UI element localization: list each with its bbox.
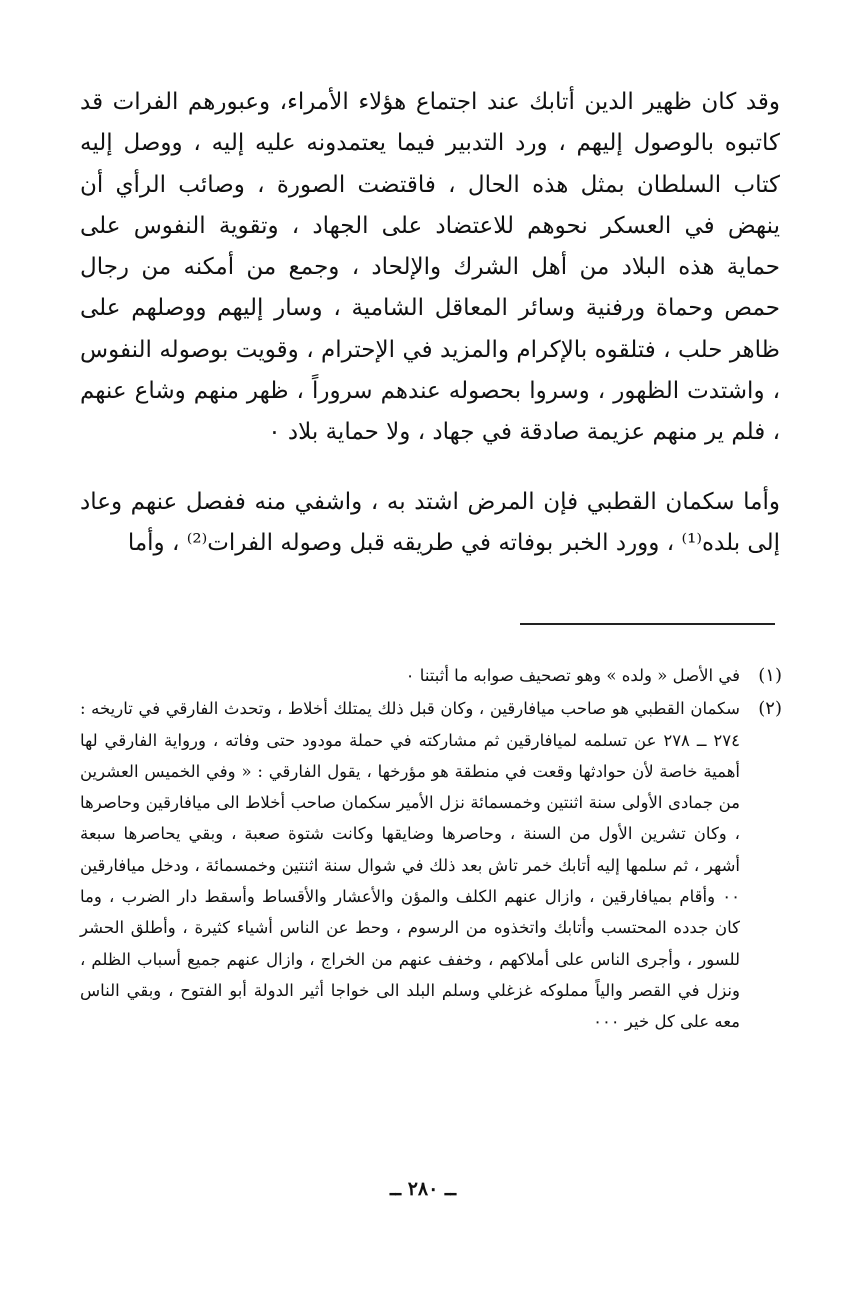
main-text-block <box>80 82 780 564</box>
page-number: ــ ٢٨٠ ــ <box>389 1178 457 1200</box>
footnote-number: (١) <box>758 665 782 686</box>
body-paragraph-1: وقد كان ظهير الدين أتابك عند اجتماع هؤلاء الأمراء، وعبورهم الفرات قد كاتبوه بالوصول إليهم ، ورد التدبير فيما يعتمدونه عليه إليه ، ووصل إليه كتاب السلطان بمثل هذه الحال ، فاقتضت الصورة ، وصائب الرأي أن ينهض في العسكر نحوهم للاعتضاد على الجهاد ، وتقوية النفوس على حماية هذه البلاد من أهل الشرك والإلحاد ، وجمع من أمكنه من رجال حمص وحماة ورفنية وسائر المعاقل الشامية ، وسار إليهم ووصلهم على ظاهر حلب ، فتلقوه بالإكرام والمزيد في الإحترام ، وقويت بوصوله النفوس ، واشتدت الظهور ، وسروا بحصوله عندهم سروراً ، ظهر منهم وشاع عنهم ، فلم ير منهم عزيمة صادقة في جهاد ، ولا حماية بلاد ٠ <box>80 89 780 446</box>
body-paragraph-2: وأما سكمان القطبي فإن المرض اشتد به ، واشفي منه ففصل عنهم وعاد إلى بلده⁽¹⁾ ، وورد الخبر بوفاته في طريقه قبل وصوله الفرات⁽²⁾ ، وأما <box>80 488 780 556</box>
footnotes-block <box>80 660 782 1038</box>
footnote-divider <box>520 623 775 625</box>
footnote-text: في الأصل « ولده » وهو تصحيف صوابه ما أثبتنا ٠ <box>405 666 740 685</box>
footnote-2 <box>80 693 782 1037</box>
footnote-number: (٢) <box>758 698 782 720</box>
footnote-1 <box>80 660 782 691</box>
footnote-text: سكمان القطبي هو صاحب ميافارقين ، وكان قبل ذلك يمتلك أخلاط ، وتحدث الفارقي في تاريخه : ٢٧٤ ــ ٢٧٨ عن تسلمه لميافارقين ثم مشاركته في حملة مودود حتى وفاته ، ورواية الفارقي لها أهمية خاصة لأن حوادثها وقعت في منطقة هو مؤرخها ، يقول الفارقي : « وفي الخميس العشرين من جمادى الأولى سنة اثنتين وخمسمائة نزل الأمير سكمان صاحب أخلاط الى ميافارقين وحاصرها ، وكان تشرين الأول من السنة ، وحاصرها وضايقها وكانت شتوة صعبة ، وبقي يحاصرها سبعة أشهر ، ثم سلمها إليه أتابك خمر تاش بعد ذلك في شوال سنة اثنتين وخمسمائة ، ودخل ميافارقين ٠٠ وأقام بميافارقين ، وازال عنهم الكلف والمؤن والأعشار والأقساط وأسقط دار الضرب ، وما كان جدده المحتسب وأتابك واتخذوه من الرسوم ، وحط عن الناس أشياء كثيرة ، وأطلق الحشر للسور ، وأجرى الناس على أملاكهم ، وخفف عنهم من الخراج ، وازال عنهم جميع أسباب الظلم ، ونزل في القصر والياً مملوكه غزغلي وسلم البلد الى خواجا أثير الدولة أبو الفتوح ، وبقي الناس معه على كل خير ٠٠٠ <box>80 699 740 1032</box>
